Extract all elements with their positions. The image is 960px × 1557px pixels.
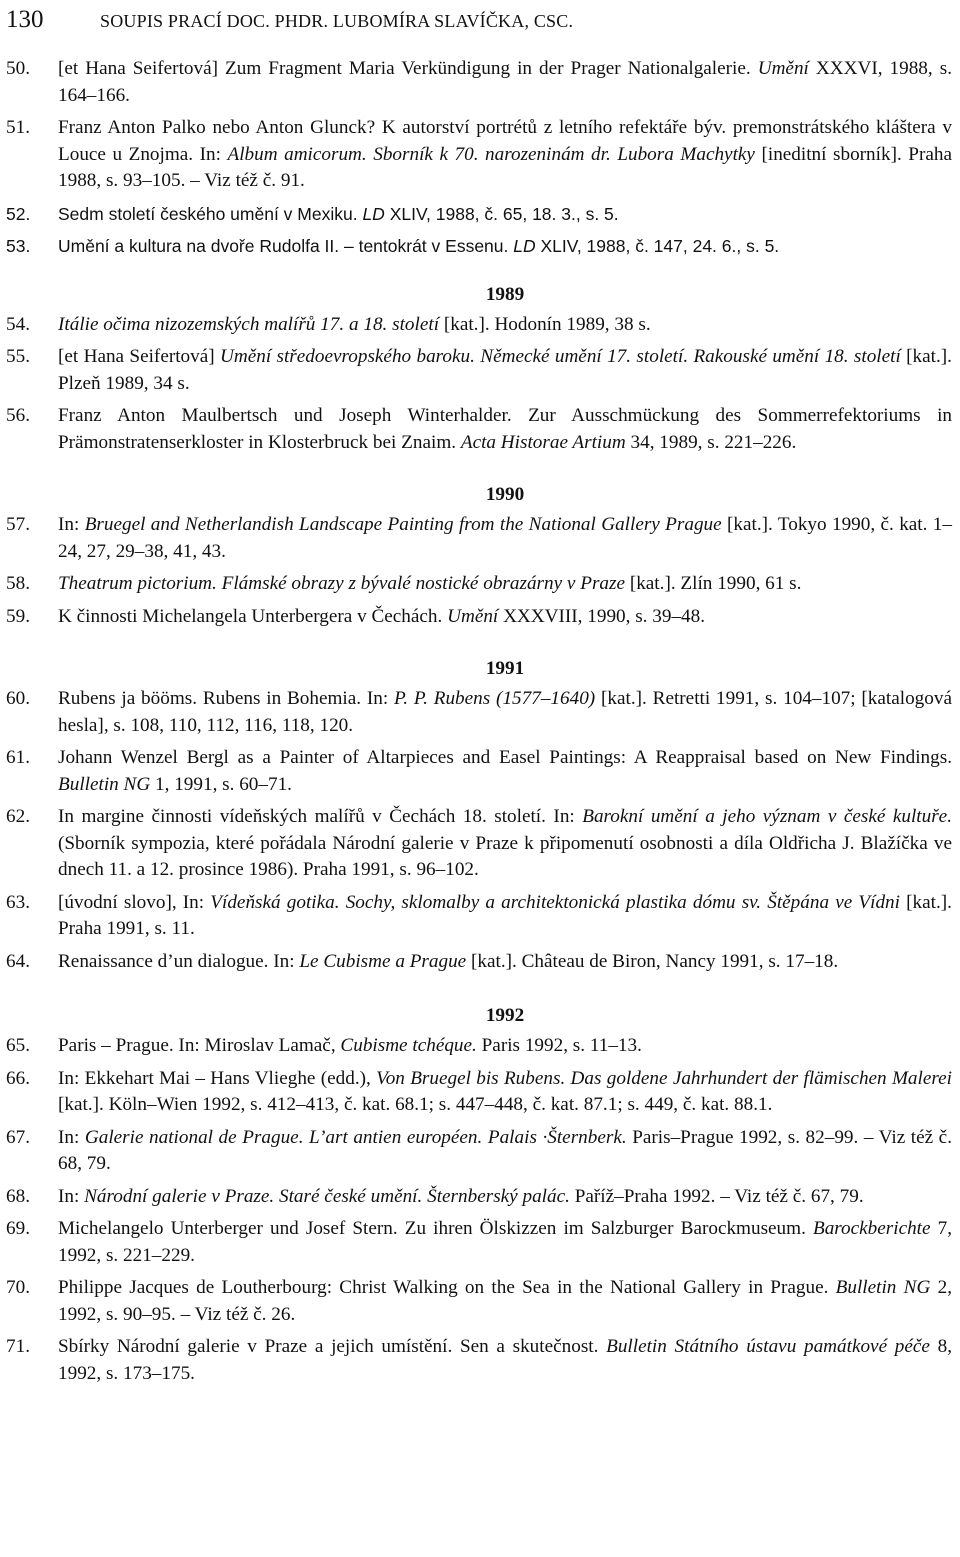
year-heading: 1989 xyxy=(485,283,525,305)
entry-text: XLIV, 1988, č. 65, 18. 3., s. 5. xyxy=(384,203,619,224)
year-heading: 1992 xyxy=(485,1005,525,1026)
entry-title-italic: LD xyxy=(513,236,536,256)
entry-text: In margine činnosti vídeňských malířů v Čechách 18. století. In: xyxy=(58,806,583,827)
entry-title-italic: Bulletin NG xyxy=(58,773,151,795)
bibliography-entry xyxy=(6,571,952,598)
entry-number: 59. xyxy=(6,605,30,627)
entry-number: 56. xyxy=(6,405,30,426)
entry-number: 68. xyxy=(6,1185,30,1207)
entry-number: 63. xyxy=(6,891,30,913)
entry-number: 51. xyxy=(6,117,30,138)
entry-text: [kat.]. Zlín 1990, 61 s. xyxy=(625,573,802,594)
entry-text: Franz Anton Maulbertsch und Joseph Winterhalder. Zur Ausschmückung des Sommerrefektoriums in Prämonstratenserkloster in Klosterbruck bei Znaim. xyxy=(58,405,952,453)
entry-title-italic: Bruegel and Netherlandish Landscape Painting from the National Gallery Prague xyxy=(84,514,722,535)
entry-number: 62. xyxy=(6,806,30,827)
entry-number: 70. xyxy=(6,1277,30,1298)
entry-text: In: xyxy=(58,1126,85,1148)
entry-number: 71. xyxy=(6,1336,30,1357)
entry-title-italic: P. P. Rubens (1577–1640) xyxy=(394,688,596,709)
entry-text: 7, 1992, s. 221–229. xyxy=(58,1218,953,1266)
entry-title-italic: Von Bruegel bis Rubens. Das goldene Jahrhundert der flämischen Malerei xyxy=(376,1067,952,1089)
entry-title-italic: LD xyxy=(362,203,385,224)
entry-title-italic: Umění středoevropského baroku. Německé umění 17. století. Rakouské umění 18. století xyxy=(220,346,901,367)
bibliography-entry xyxy=(6,512,952,565)
entry-number: 69. xyxy=(6,1218,30,1239)
bibliography-entry xyxy=(6,1216,952,1269)
entry-text: XXXVIII, 1990, s. 39–48. xyxy=(498,605,706,627)
entry-number: 50. xyxy=(6,58,30,79)
entry-text: [kat.]. Praha 1991, s. 11. xyxy=(58,891,952,939)
year-heading: 1990 xyxy=(485,484,525,505)
entry-text: Paris–Prague 1992, s. 82–99. – Viz též č. 68, 79. xyxy=(58,1126,952,1174)
bibliography-entry xyxy=(6,312,952,339)
entry-title-italic: Le Cubisme a Prague xyxy=(299,950,467,972)
entry-text: Paris 1992, s. 11–13. xyxy=(476,1035,642,1056)
entry-text: In: Ekkehart Mai – Hans Vlieghe (edd.), xyxy=(58,1067,377,1089)
entry-title-italic: Bulletin NG xyxy=(835,1277,931,1298)
entry-number: 65. xyxy=(6,1035,30,1056)
entry-text: K činnosti Michelangela Unterbergera v Čechách. xyxy=(58,605,448,627)
bibliography-entry xyxy=(6,890,952,943)
entry-text: Paříž–Praha 1992. – Viz též č. 67, 79. xyxy=(569,1185,864,1207)
entry-number: 57. xyxy=(6,514,30,535)
bibliography-list xyxy=(6,56,952,1393)
entry-title-italic: Umění xyxy=(447,605,499,627)
entry-text: 8, 1992, s. 173–175. xyxy=(58,1336,952,1384)
running-head: SOUPIS PRACÍ DOC. PHDR. LUBOMÍRA SLAVÍČKA, CSC. xyxy=(100,11,574,31)
entry-text: In: xyxy=(58,514,85,535)
entry-title-italic: Barokní umění a jeho význam v české kultuře. xyxy=(582,806,952,827)
bibliography-entry xyxy=(6,201,952,228)
entry-text: Sedm století českého umění v Mexiku. xyxy=(58,203,363,224)
entry-text: [et Hana Seifertová] xyxy=(58,346,220,367)
entry-text: [kat.]. Hodonín 1989, 38 s. xyxy=(439,313,651,335)
entry-number: 55. xyxy=(6,346,30,367)
bibliography-entry xyxy=(6,1184,952,1211)
entry-text: Paris – Prague. In: Miroslav Lamač, xyxy=(58,1035,341,1056)
entry-title-italic: Cubisme tchéque. xyxy=(340,1035,477,1056)
entry-number: 61. xyxy=(6,747,30,768)
entry-title-italic: Itálie očima nizozemských malířů 17. a 18. století xyxy=(58,313,440,335)
bibliography-entry xyxy=(6,344,952,397)
bibliography-entry xyxy=(6,1334,952,1387)
bibliography-entry xyxy=(6,56,952,109)
bibliography-entry xyxy=(6,804,952,884)
entry-text: Umění a kultura na dvoře Rudolfa II. – tentokrát v Essenu. xyxy=(58,236,514,256)
entry-text: Sbírky Národní galerie v Praze a jejich umístění. Sen a skutečnost. xyxy=(58,1336,607,1357)
bibliography-entry xyxy=(6,1033,952,1060)
entry-text: 34, 1989, s. 221–226. xyxy=(625,431,797,453)
entry-number: 53. xyxy=(6,236,31,256)
bibliography-entry xyxy=(6,1125,952,1178)
entry-text: Rubens ja bööms. Rubens in Bohemia. In: xyxy=(58,688,395,709)
entry-text: [ineditní sborník]. Praha 1988, s. 93–105. – Viz též č. 91. xyxy=(58,143,952,191)
page-number: 130 xyxy=(6,6,44,33)
entry-number: 60. xyxy=(6,688,30,709)
entry-number: 67. xyxy=(6,1126,30,1148)
entry-text: Renaissance d’un dialogue. In: xyxy=(58,950,300,972)
entry-text: [kat.]. Château de Biron, Nancy 1991, s. 17–18. xyxy=(466,950,839,972)
entry-text: Michelangelo Unterberger und Josef Stern. Zu ihren Ölskizzen im Salzburger Barockmuseum. xyxy=(58,1218,813,1239)
bibliography-entry xyxy=(6,1066,952,1119)
entry-text: [úvodní slovo], In: xyxy=(58,891,211,913)
entry-number: 58. xyxy=(6,573,30,594)
entry-title-italic: Acta Historae Artium xyxy=(460,431,626,453)
entry-number: 66. xyxy=(6,1067,30,1089)
entry-title-italic: Umění xyxy=(757,58,809,79)
entry-text: 2, 1992, s. 90–95. – Viz též č. 26. xyxy=(58,1277,952,1325)
page-header xyxy=(6,6,954,34)
entry-title-italic: Album amicorum. Sborník k 70. narozeninám dr. Lubora Machytky xyxy=(227,143,755,165)
entry-text: Philippe Jacques de Loutherbourg: Christ Walking on the Sea in the National Gallery in Prague. xyxy=(58,1277,836,1298)
entry-title-italic: Barockberichte xyxy=(812,1218,931,1239)
entry-title-italic: Galerie national de Prague. L’art antien européen. Palais ·Šternberk. xyxy=(84,1126,627,1148)
entry-text: [kat.]. Tokyo 1990, č. kat. 1–24, 27, 29–38, 41, 43. xyxy=(58,514,952,562)
entry-title-italic: Vídeňská gotika. Sochy, sklomalby a architektonická plastika dómu sv. Štěpána ve Vídni xyxy=(210,891,900,913)
year-heading: 1991 xyxy=(485,658,525,679)
bibliography-entry xyxy=(6,949,952,976)
bibliography-entry xyxy=(6,233,952,260)
entry-text: 1, 1991, s. 60–71. xyxy=(150,773,292,795)
entry-number: 64. xyxy=(6,950,30,972)
entry-text: [kat.]. Retretti 1991, s. 104–107; [katalogová hesla], s. 108, 110, 112, 116, 118, 120. xyxy=(58,688,952,736)
entry-text: [kat.]. Köln–Wien 1992, s. 412–413, č. kat. 68.1; s. 447–448, č. kat. 87.1; s. 449, č. kat. 88.1. xyxy=(58,1094,773,1115)
bibliography-entry xyxy=(6,115,952,195)
bibliography-entry xyxy=(6,745,952,798)
entry-title-italic: Bulletin Státního ústavu památkové péče xyxy=(606,1336,930,1357)
entry-number: 54. xyxy=(6,313,30,335)
bibliography-entry xyxy=(6,403,952,456)
entry-title-italic: Theatrum pictorium. Flámské obrazy z bývalé nostické obrazárny v Praze xyxy=(58,573,626,594)
bibliography-entry xyxy=(6,604,952,631)
entry-text: [kat.]. Plzeň 1989, 34 s. xyxy=(58,346,952,394)
entry-title-italic: Národní galerie v Praze. Staré české umění. Šternberský palác. xyxy=(84,1185,570,1207)
bibliography-entry xyxy=(6,1275,952,1328)
bibliography-entry xyxy=(6,686,952,739)
entry-text: XXXVI, 1988, s. 164–166. xyxy=(58,58,952,106)
entry-text: [et Hana Seifertová] Zum Fragment Maria Verkündigung in der Prager Nationalgalerie. xyxy=(58,58,758,79)
entry-text: XLIV, 1988, č. 147, 24. 6., s. 5. xyxy=(535,236,780,256)
entry-text: In: xyxy=(58,1185,85,1207)
entry-number: 52. xyxy=(6,203,31,224)
entry-text: (Sborník sympozia, které pořádala Národní galerie v Praze k připomenutí osobnosti a díla Oldřicha J. Blažíčka ve dnech 11. a 12. prosince 1986). Praha 1991, s. 96–102. xyxy=(58,832,952,880)
entry-text: Franz Anton Palko nebo Anton Glunck? K autorství portrétů z letního refektáře býv. premonstrátského kláštera v Louce u Znojma. In: xyxy=(58,117,952,165)
entry-text: Johann Wenzel Bergl as a Painter of Altarpieces and Easel Paintings: A Reappraisal based on New Findings. xyxy=(58,747,952,768)
